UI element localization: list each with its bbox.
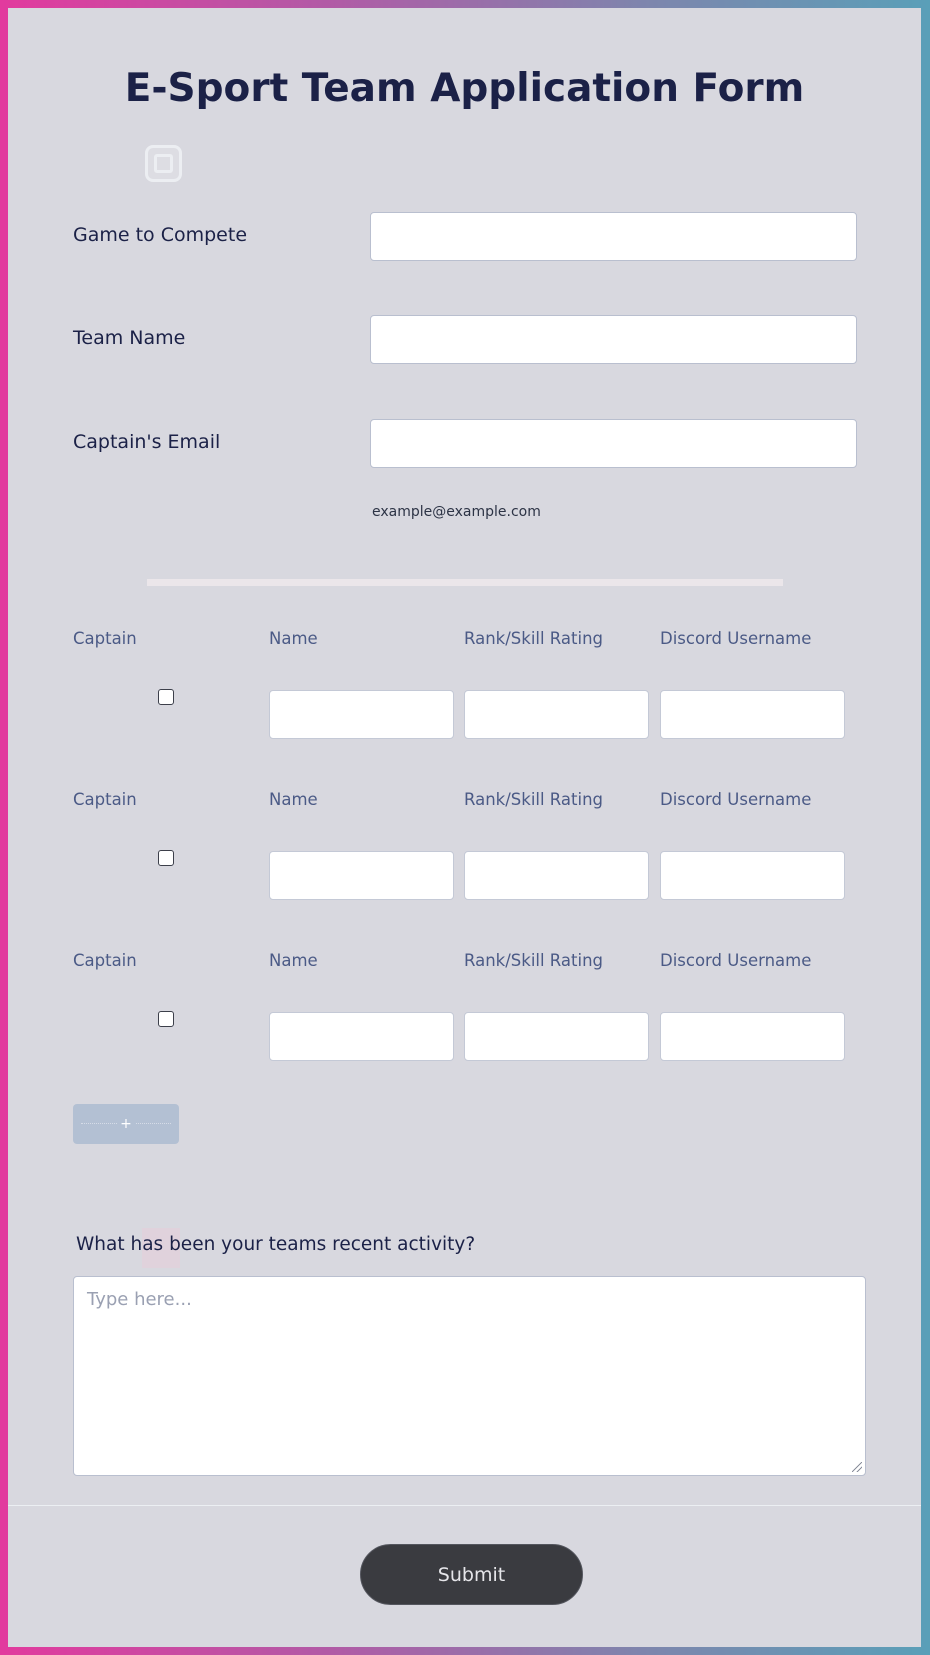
member-discord-input[interactable] bbox=[660, 851, 845, 900]
member-name-input[interactable] bbox=[269, 690, 454, 739]
game-label: Game to Compete bbox=[73, 224, 248, 246]
submit-button[interactable]: Submit bbox=[360, 1544, 583, 1605]
column-head-captain: Captain bbox=[73, 629, 137, 648]
footer-divider bbox=[8, 1505, 921, 1506]
column-head-discord: Discord Username bbox=[660, 951, 812, 970]
column-head-captain: Captain bbox=[73, 790, 137, 809]
form-title: E-Sport Team Application Form bbox=[124, 66, 805, 111]
member-rank-input[interactable] bbox=[464, 851, 649, 900]
captain-checkbox[interactable] bbox=[158, 850, 174, 866]
member-rank-input[interactable] bbox=[464, 690, 649, 739]
column-head-rank: Rank/Skill Rating bbox=[464, 629, 604, 648]
activity-label: What has been your teams recent activity? bbox=[76, 1234, 476, 1255]
column-head-discord: Discord Username bbox=[660, 629, 812, 648]
email-sublabel: example@example.com bbox=[372, 504, 541, 520]
team-name-label: Team Name bbox=[73, 327, 186, 349]
column-head-name: Name bbox=[269, 629, 318, 648]
section-divider bbox=[147, 579, 783, 586]
column-head-name: Name bbox=[269, 951, 318, 970]
member-name-input[interactable] bbox=[269, 1012, 454, 1061]
captain-email-label: Captain's Email bbox=[73, 431, 221, 453]
member-discord-input[interactable] bbox=[660, 1012, 845, 1061]
plus-icon: + bbox=[117, 1116, 135, 1132]
column-head-rank: Rank/Skill Rating bbox=[464, 790, 604, 809]
form-container bbox=[8, 8, 921, 1647]
logo-placeholder-icon bbox=[145, 145, 182, 182]
column-head-name: Name bbox=[269, 790, 318, 809]
game-input[interactable] bbox=[370, 212, 857, 261]
captain-checkbox[interactable] bbox=[158, 1011, 174, 1027]
member-name-input[interactable] bbox=[269, 851, 454, 900]
activity-textarea[interactable] bbox=[73, 1276, 866, 1476]
captain-email-input[interactable] bbox=[370, 419, 857, 468]
column-head-captain: Captain bbox=[73, 951, 137, 970]
member-rank-input[interactable] bbox=[464, 1012, 649, 1061]
add-row-button[interactable] bbox=[73, 1104, 179, 1144]
member-discord-input[interactable] bbox=[660, 690, 845, 739]
captain-checkbox[interactable] bbox=[158, 689, 174, 705]
team-name-input[interactable] bbox=[370, 315, 857, 364]
column-head-discord: Discord Username bbox=[660, 790, 812, 809]
column-head-rank: Rank/Skill Rating bbox=[464, 951, 604, 970]
resize-handle-icon[interactable] bbox=[852, 1462, 862, 1472]
